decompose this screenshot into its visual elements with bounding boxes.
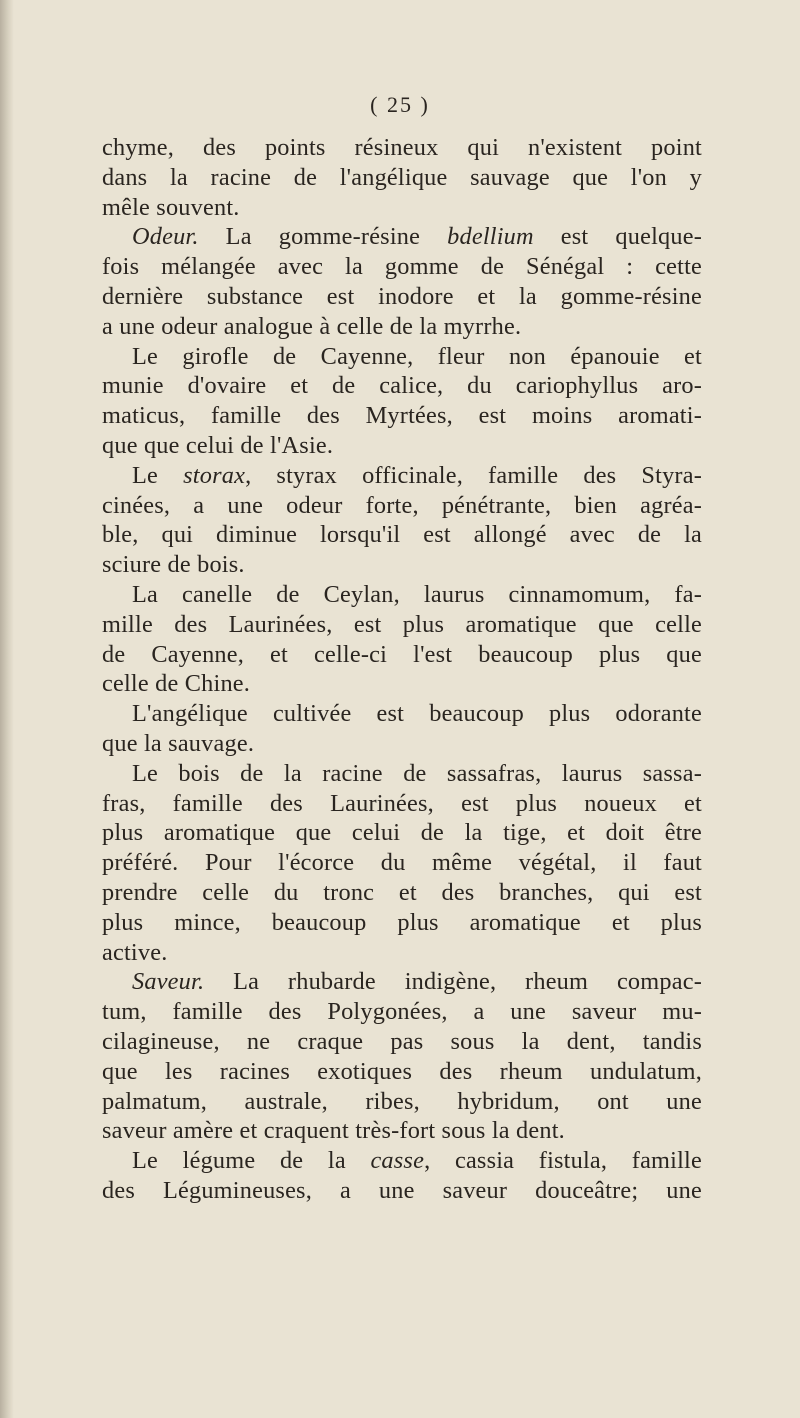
text-line: plus aromatique que celui de la tige, et doit être (102, 819, 702, 847)
text-line: palmatum, australe, ribes, hybridum, ont une (102, 1087, 702, 1115)
text-line: celle de Chine. (102, 670, 251, 698)
section-heading-saveur: Saveur. (132, 968, 205, 996)
section-heading-odeur: Odeur. (132, 223, 199, 251)
text-line: Le girofle de Cayenne, fleur non épanouie et (132, 342, 702, 370)
text-line: munie d'ovaire et de calice, du cariophyllus aro- (102, 372, 702, 400)
paragraph (102, 222, 702, 341)
text-line: La canelle de Ceylan, laurus cinnamomum, fa- (132, 580, 702, 608)
text-line: L'angélique cultivée est beaucoup plus odorante (132, 700, 702, 728)
text-line: Le storax, styrax officinale, famille des Styra- (132, 461, 702, 489)
text-line: mêle souvent. (102, 193, 240, 221)
text-line: mille des Laurinées, est plus aromatique que celle (102, 610, 702, 638)
paragraph (102, 461, 702, 580)
italic-term: bdellium (447, 223, 534, 251)
paragraph (102, 342, 702, 461)
text-line: chyme, des points résineux qui n'existent point (102, 134, 702, 161)
paragraph (102, 967, 702, 1146)
text-line: prendre celle du tronc et des branches, qui est (102, 878, 702, 906)
text-line: Le bois de la racine de sassafras, laurus sassa- (132, 759, 702, 787)
paragraph (102, 699, 702, 759)
text-line: Saveur. La rhubarde indigène, rheum compac- (132, 968, 702, 996)
text-line: des Légumineuses, a une saveur douceâtre; une (102, 1176, 702, 1204)
paragraph (102, 1146, 702, 1206)
text-line: saveur amère et craquent très-fort sous la dent. (102, 1117, 565, 1145)
text-line: dernière substance est inodore et la gomme-résine (102, 282, 702, 310)
book-spine-shadow (0, 0, 14, 1418)
text-line: que les racines exotiques des rheum undulatum, (102, 1057, 702, 1085)
text-line: sciure de bois. (102, 551, 245, 579)
page-number: ( 25 ) (370, 92, 430, 117)
text-line: maticus, famille des Myrtées, est moins aromati- (102, 402, 702, 430)
text-line: de Cayenne, et celle-ci l'est beaucoup plus que (102, 640, 702, 668)
text-line: tum, famille des Polygonées, a une saveur mu- (102, 998, 702, 1026)
page-body (102, 133, 702, 1206)
text-line: active. (102, 938, 168, 966)
text-line: préféré. Pour l'écorce du même végétal, il faut (102, 849, 702, 877)
paragraph (102, 133, 702, 222)
text-line: fras, famille des Laurinées, est plus noueux et (102, 789, 702, 817)
text-line: fois mélangée avec la gomme de Sénégal : cette (102, 253, 702, 281)
text-line: ble, qui diminue lorsqu'il est allongé avec de la (102, 521, 702, 549)
italic-term: casse (370, 1147, 425, 1175)
paragraph (102, 580, 702, 699)
text-line: que la sauvage. (102, 729, 255, 757)
paragraph (102, 759, 702, 968)
italic-term: storax (183, 461, 246, 489)
text-line: Odeur. La gomme-résine bdellium est quelque- (132, 223, 703, 251)
text-line: plus mince, beaucoup plus aromatique et plus (102, 908, 702, 936)
text-line: Le légume de la casse, cassia fistula, famille (132, 1147, 702, 1175)
text-line: cinées, a une odeur forte, pénétrante, bien agréa- (102, 491, 702, 519)
text-line: cilagineuse, ne craque pas sous la dent, tandis (102, 1027, 702, 1055)
text-line: dans la racine de l'angélique sauvage que l'on y (102, 163, 702, 191)
text-line: a une odeur analogue à celle de la myrrhe. (102, 312, 522, 340)
text-line: que que celui de l'Asie. (102, 431, 334, 459)
